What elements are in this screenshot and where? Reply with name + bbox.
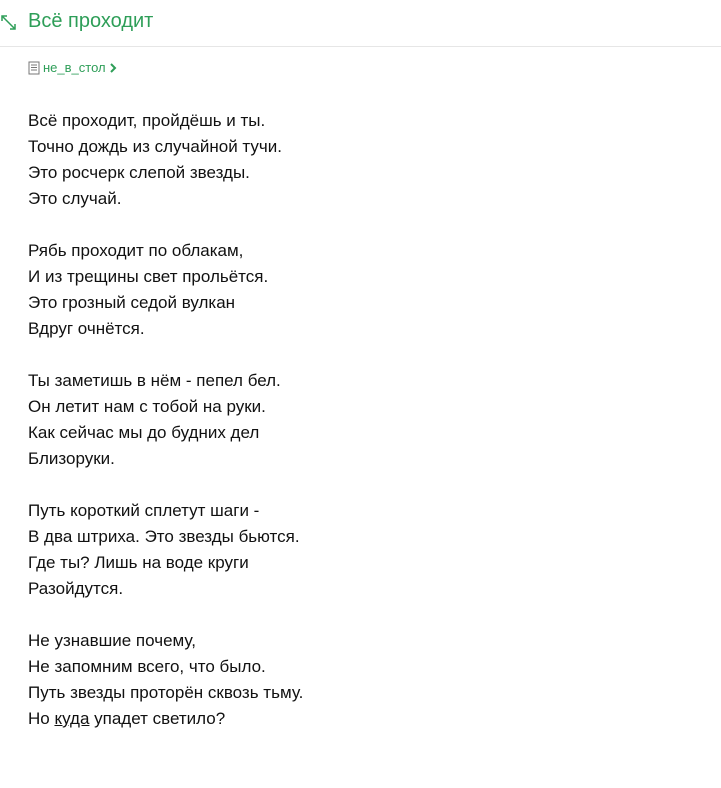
- poem-line: Близоруки.: [28, 449, 115, 468]
- poem-line: Не узнавшие почему,: [28, 631, 196, 650]
- poem-line: Как сейчас мы до будних дел: [28, 423, 260, 442]
- poem-line: Путь звезды проторён сквозь тьму.: [28, 683, 304, 702]
- poem-line: Это случай.: [28, 189, 122, 208]
- stanza: [28, 498, 688, 602]
- poem-line: В два штриха. Это звезды бьются.: [28, 527, 300, 546]
- poem-line: Разойдутся.: [28, 579, 124, 598]
- poem-line: Рябь проходит по облакам,: [28, 241, 244, 260]
- document-icon: [28, 61, 40, 75]
- chevron-right-icon: [109, 62, 117, 74]
- poem-line: Это росчерк слепой звезды.: [28, 163, 250, 182]
- page-title: Всё проходит: [28, 10, 154, 32]
- stanza: [28, 628, 688, 732]
- breadcrumb[interactable]: [28, 59, 117, 77]
- stanza: [28, 238, 688, 342]
- poem-line: Не запомним всего, что было.: [28, 657, 266, 676]
- poem-body: [28, 108, 688, 758]
- line-text-before: Но: [28, 709, 55, 728]
- poem-line: Ты заметишь в нём - пепел бел.: [28, 371, 281, 390]
- poem-line: Он летит нам с тобой на руки.: [28, 397, 266, 416]
- word-link[interactable]: куда: [54, 709, 90, 728]
- poem-line: Это грозный седой вулкан: [28, 293, 236, 312]
- poem-line: Всё проходит, пройдёшь и ты.: [28, 111, 266, 130]
- stanza: [28, 108, 688, 212]
- expand-diagonal-icon[interactable]: [0, 10, 18, 32]
- poem-line: Где ты? Лишь на воде круги: [28, 553, 249, 572]
- breadcrumb-label[interactable]: не_в_стол: [43, 60, 106, 75]
- poem-line: И из трещины свет прольётся.: [28, 267, 269, 286]
- poem-line-with-link: [28, 706, 688, 732]
- poem-line: Путь короткий сплетут шаги -: [28, 501, 260, 520]
- stanza: [28, 368, 688, 472]
- poem-line: Точно дождь из случайной тучи.: [28, 137, 282, 156]
- line-text-after: упадет светило?: [89, 709, 226, 728]
- header: [0, 0, 721, 47]
- poem-line: Вдруг очнётся.: [28, 319, 145, 338]
